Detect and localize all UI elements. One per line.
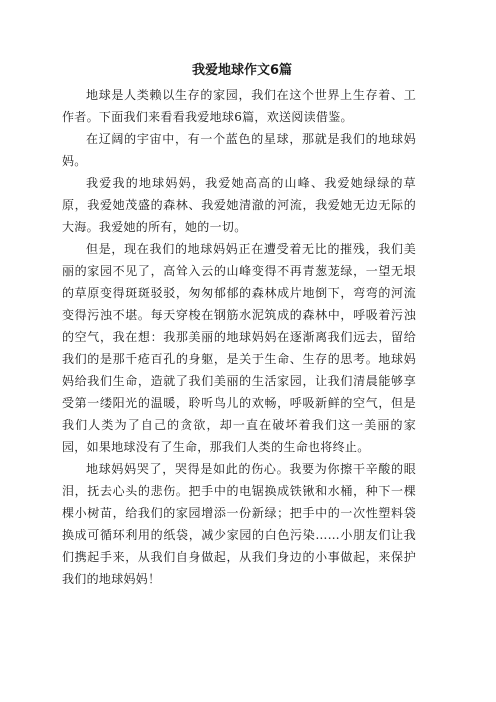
paragraph-love-earth: 我爱我的地球妈妈，我爱她高高的山峰、我爱她绿绿的草原，我爱她茂盛的森林、我爱她清澈的河流，我爱她无边无际的大海。我爱她的所有，她的一切。 (62, 176, 416, 234)
paragraph-blue-planet: 在辽阔的宇宙中，有一个蓝色的星球，那就是我们的地球妈妈。 (62, 132, 416, 168)
paragraph-intro: 地球是人类赖以生存的家园，我们在这个世界上生存着、工作者。下面我们来看看我爱地球6篇，欢送阅读借鉴。 (62, 88, 416, 124)
paragraph-protect-earth: 地球妈妈哭了，哭得是如此的伤心。我要为你擦干辛酸的眼泪，抚去心头的悲伤。把手中的电锯换成铁锹和水桶，种下一棵棵小树苗，给我们的家园增添一份新绿；把手中的一次性塑料袋换成可循环利用的纸袋，减少家园的白色污染……小朋友们让我们携起手来，从我们自身做起，从我们身边的小事做起，来保护我们的地球妈妈！ (62, 462, 416, 586)
document-title: 我爱地球作文6篇 (191, 63, 293, 78)
paragraph-destruction: 但是，现在我们的地球妈妈正在遭受着无比的摧残，我们美丽的家园不见了，高耸入云的山峰变得不再青葱茏绿，一望无垠的草原变得斑斑驳驳，匆匆郁郁的森林成片地倒下，弯弯的河流变得污浊不堪。每天穿梭在钢筋水泥筑成的森林中，呼吸着污浊的空气，我在想：我那美丽的地球妈妈在逐渐离我们远去，留给我们的是那千疮百孔的身躯，是关于生命、生存的思考。地球妈妈给我们生命，造就了我们美丽的生活家园，让我们清晨能够享受第一缕阳光的温暖，聆听鸟儿的欢畅，呼吸新鲜的空气，但是我们人类为了自己的贪欲，却一直在破坏着我们这一美丽的家园，如果地球没有了生命，那我们人类的生命也将终止。 (62, 242, 416, 454)
